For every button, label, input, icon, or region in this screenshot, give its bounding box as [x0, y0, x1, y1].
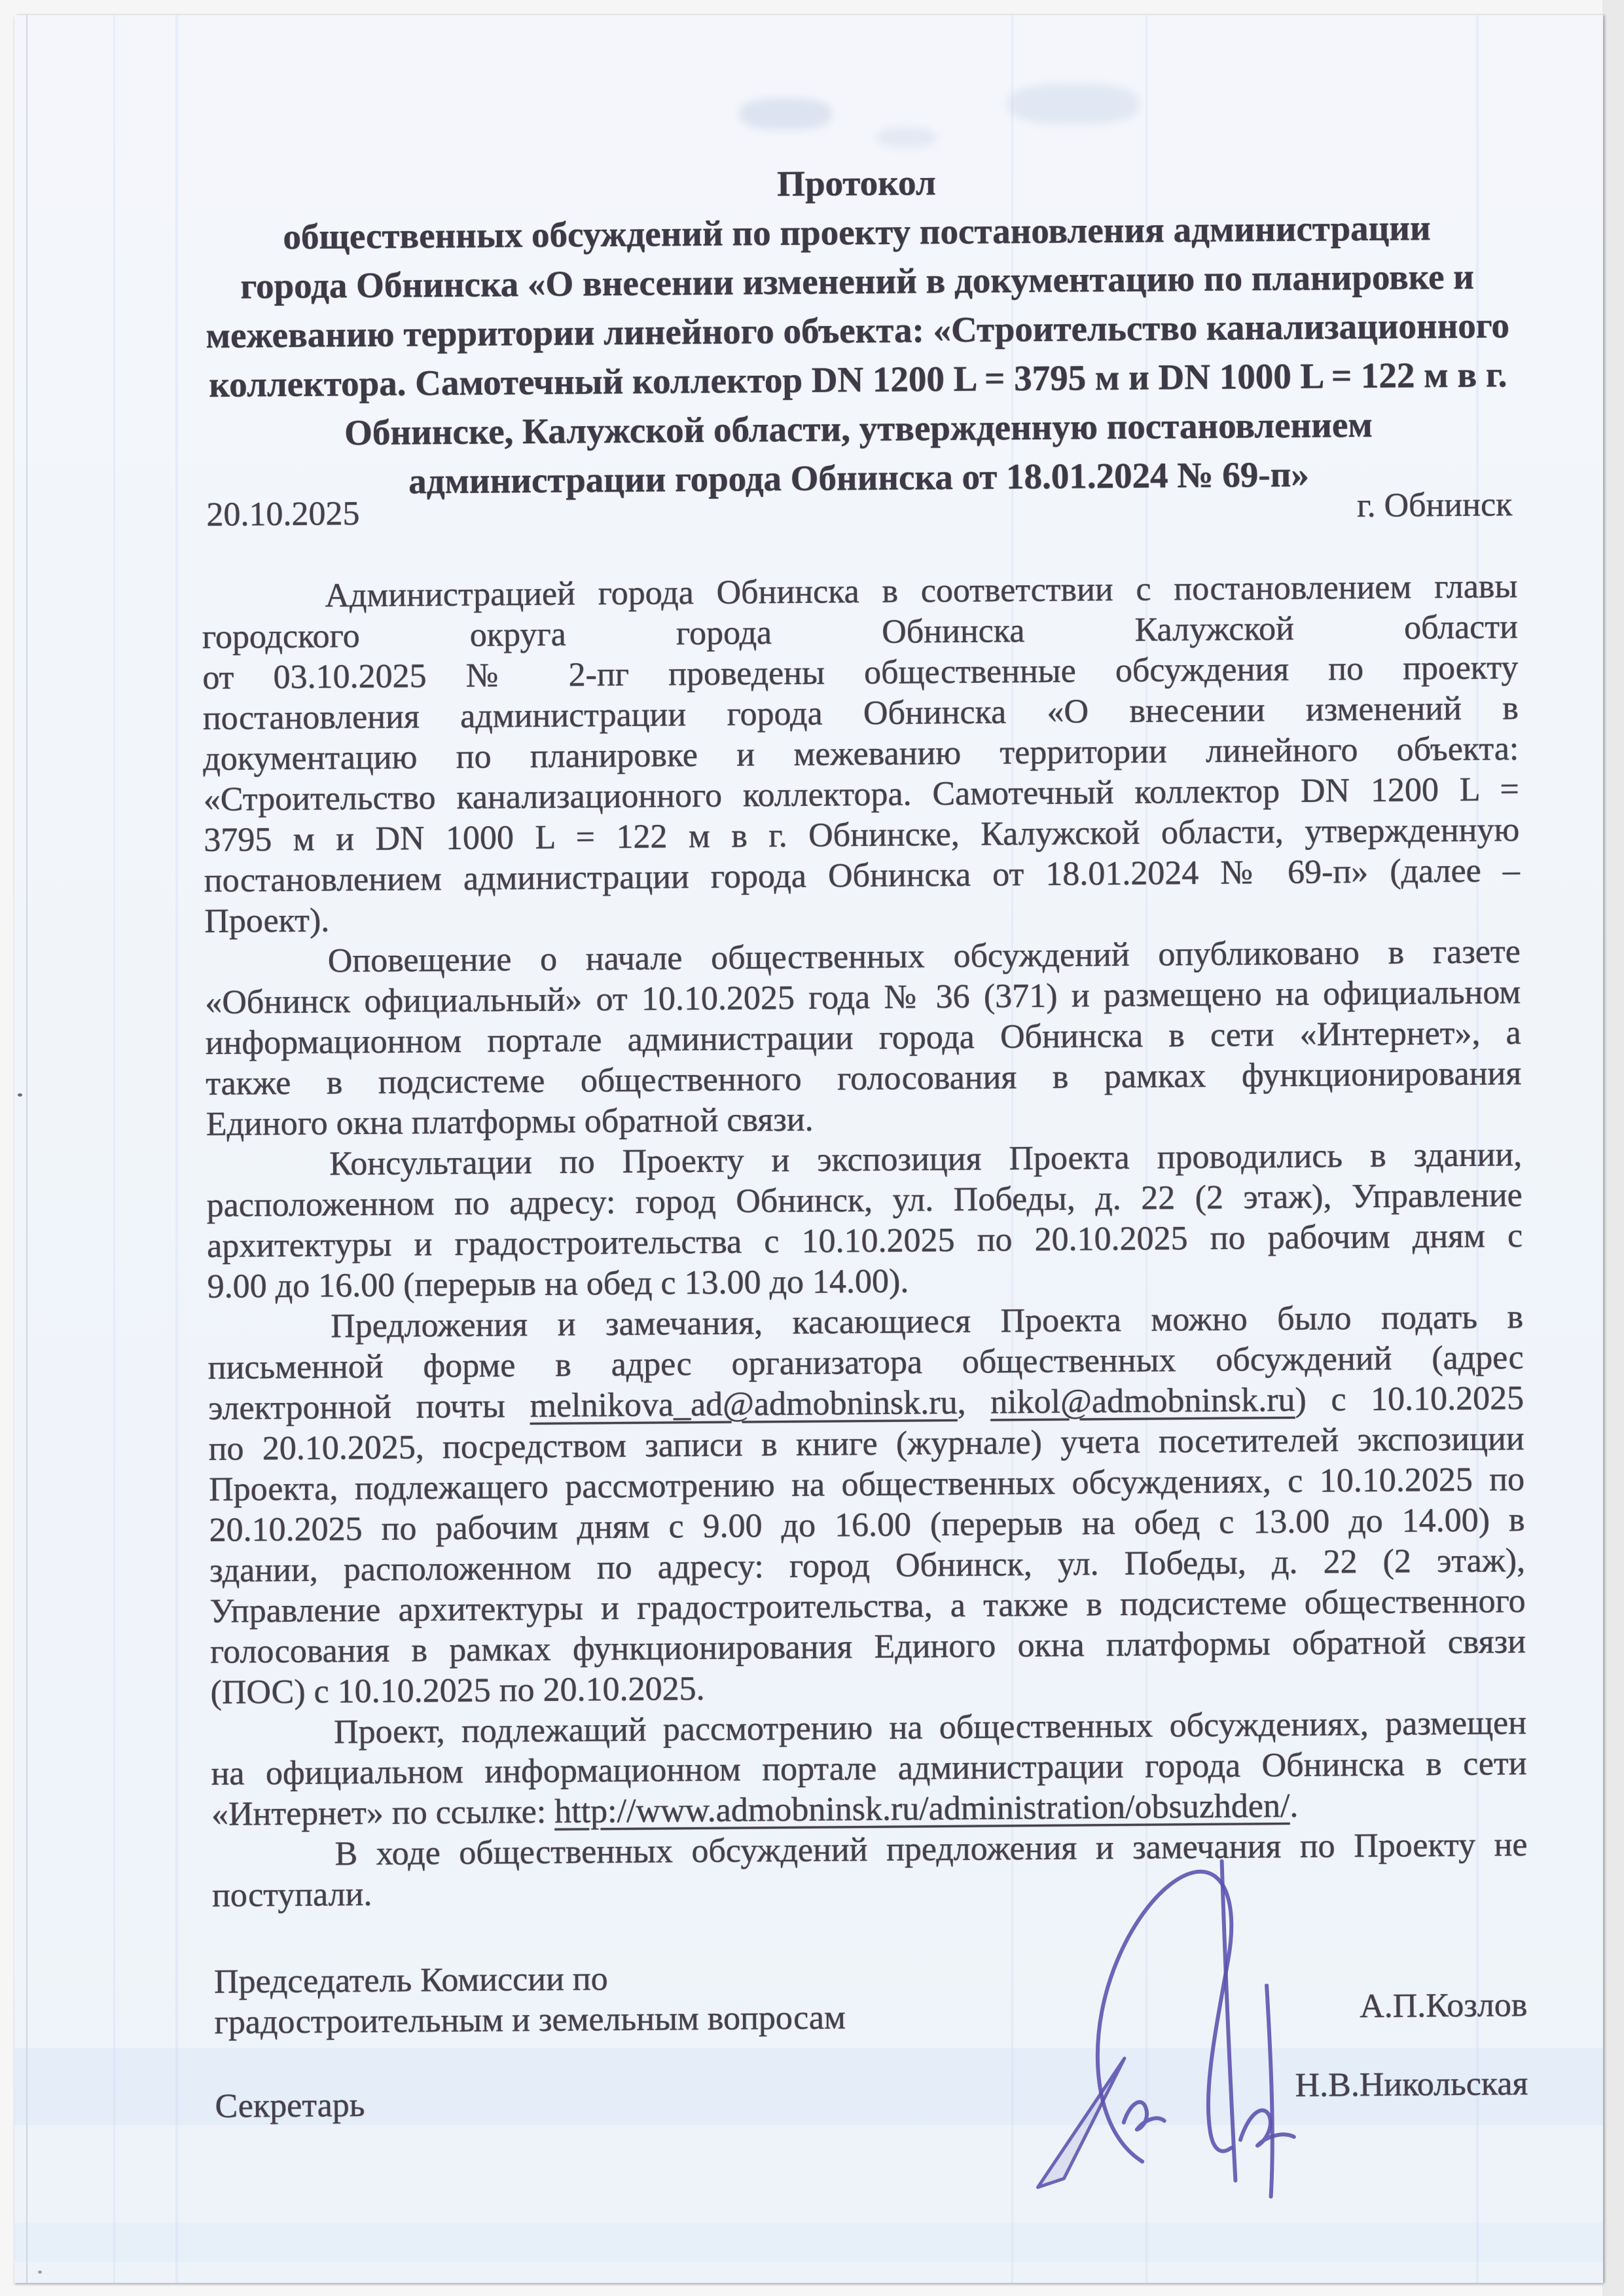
paper-fold-line	[26, 15, 27, 2283]
paragraph-1-line: «Строительство канализационного коллектора. Самотечный коллектор DN 1200 L =	[203, 771, 1519, 818]
body-text	[202, 566, 1528, 1916]
scan-speck	[38, 2270, 42, 2274]
paragraph-3-line: Консультации по Проекту и экспозиция Проекта проводились в здании,	[329, 1136, 1523, 1183]
email-line-separator: ,	[957, 1383, 991, 1421]
paragraph-4-line: Проекта, подлежащего рассмотрению на общественных обсуждениях, с 10.10.2025 по	[208, 1461, 1525, 1508]
secretary-name: Н.В.Никольская	[1295, 2065, 1528, 2104]
paragraph-4-line: 20.10.2025 по рабочим дням с 9.00 до 16.00 (перерыв на обед с 13.00 до 14.00) в	[209, 1501, 1525, 1549]
title-line: города Обнинска «О внесении изменений в документацию по планировке и	[240, 256, 1475, 306]
scanner-background	[1602, 0, 1624, 2296]
chair-title-label	[214, 1957, 846, 2043]
url-line-post: .	[1290, 1787, 1299, 1825]
scan-streak	[175, 15, 178, 2283]
paragraph-6-line: поступали.	[211, 1875, 372, 1914]
email-link-nikol: nikol@admobninsk.ru	[990, 1381, 1295, 1421]
url-line-pre: «Интернет» по ссылке:	[211, 1793, 555, 1833]
scan-speck	[18, 1093, 22, 1097]
email-line-post: ) с 10.10.2025	[1295, 1379, 1525, 1419]
document-content	[197, 0, 1530, 2296]
paragraph-1-line: Проект).	[204, 902, 330, 940]
paragraph-4-line: голосования в рамках функционирования Единого окна платформы обратной связи	[209, 1623, 1526, 1671]
signature-nikolskaya	[1024, 1984, 1308, 2202]
paragraph-3-line: расположенном по адресу: город Обнинск, ул. Победы, д. 22 (2 этаж), Управление	[206, 1176, 1523, 1224]
paragraph-2-line: «Обнинск официальный» от 10.10.2025 года № 36 (371) и размещено на официальном	[205, 974, 1521, 1021]
chair-name: А.П.Козлов	[1359, 1986, 1528, 2026]
paragraph-1-line: постановления администрации города Обнинска «О внесении изменений в	[202, 689, 1519, 737]
document-place: г. Обнинск	[1356, 486, 1513, 525]
email-line-pre: электронной почты	[208, 1387, 530, 1427]
paragraph-1-line: Администрацией города Обнинска в соответствии с постановлением главы	[325, 568, 1518, 615]
paragraph-3-line: 9.00 до 16.00 (перерыв на обед с 13.00 до 14.00).	[207, 1262, 909, 1305]
title-line: общественных обсуждений по проекту постановления администрации	[283, 208, 1431, 257]
project-url-link: http://www.admobninsk.ru/administration/obsuzhden/	[554, 1787, 1290, 1831]
email-link-melnikova: melnikova_ad@admobninsk.ru	[530, 1383, 958, 1425]
title-line: администрации города Обнинска от 18.01.2024 № 69-п»	[408, 454, 1310, 501]
chair-title-line: Председатель Комиссии по	[213, 1960, 608, 2001]
paragraph-1-line: от 03.10.2025 № 2-пг проведены общественные обсуждения по проекту	[202, 649, 1519, 697]
paragraph-4-line: письменной форме в адрес организатора общественных обсуждений (адрес	[208, 1339, 1524, 1387]
paragraph-2-line: также в подсистеме общественного голосования в рамках функционирования	[205, 1055, 1522, 1102]
paragraph-2-line: информационном портале администрации города Обнинска в сети «Интернет», а	[205, 1014, 1521, 1062]
paragraph-1-line: постановлением администрации города Обнинска от 18.01.2024 № 69-п» (далее –	[204, 852, 1520, 900]
paragraph-4-line: по 20.10.2025, посредством записи в книге (журнале) учета посетителей экспозиции	[208, 1420, 1525, 1468]
title-line: Обнинске, Калужской области, утвержденную постановлением	[344, 404, 1373, 453]
paragraph-5-line: Проект, подлежащий рассмотрению на общественных обсуждениях, размещен	[333, 1704, 1527, 1751]
title-line: межеванию территории линейного объекта: «Строительство канализационного	[206, 305, 1510, 355]
document-date: 20.10.2025	[206, 495, 360, 534]
paragraph-4-line: (ПОС) с 10.10.2025 по 20.10.2025.	[210, 1669, 705, 1711]
paragraph-2-line: Единого окна платформы обратной связи.	[206, 1101, 814, 1143]
paragraph-1-line: городского округа города Обнинска Калужской области	[202, 608, 1519, 656]
paragraph-4-line: Управление архитектуры и градостроительства, а также в подсистеме общественного	[209, 1582, 1526, 1630]
document-title	[198, 153, 1517, 507]
secretary-label: Секретарь	[215, 2086, 365, 2125]
paragraph-3-line: архитектуры и градостроительства с 10.10.2025 по 20.10.2025 по рабочим дням с	[206, 1217, 1523, 1265]
paragraph-4-line: здании, расположенном по адресу: город Обнинск, ул. Победы, д. 22 (2 этаж),	[209, 1542, 1526, 1590]
chair-title-line: градостроительным и земельным вопросам	[214, 1999, 846, 2041]
paragraph-5-line: на официальном информационном портале администрации города Обнинска в сети	[211, 1745, 1527, 1793]
paragraph-4-line: Предложения и замечания, касающиеся Проекта можно было подать в	[330, 1298, 1524, 1345]
paragraph-6-line: В ходе общественных обсуждений предложения и замечания по Проекту не	[334, 1826, 1528, 1873]
paragraph-1-line: 3795 м и DN 1000 L = 122 м в г. Обнинске, Калужской области, утвержденную	[204, 811, 1520, 859]
scan-streak	[113, 15, 115, 2283]
title-line: Протокол	[776, 162, 936, 204]
paragraph-2-line: Оповещение о начале общественных обсуждений опубликовано в газете	[327, 933, 1521, 980]
paragraph-1-line: документацию по планировке и межеванию территории линейного объекта:	[203, 730, 1519, 778]
title-line: коллектора. Самотечный коллектор DN 1200 L = 3795 м и DN 1000 L = 122 м в г.	[208, 354, 1507, 405]
